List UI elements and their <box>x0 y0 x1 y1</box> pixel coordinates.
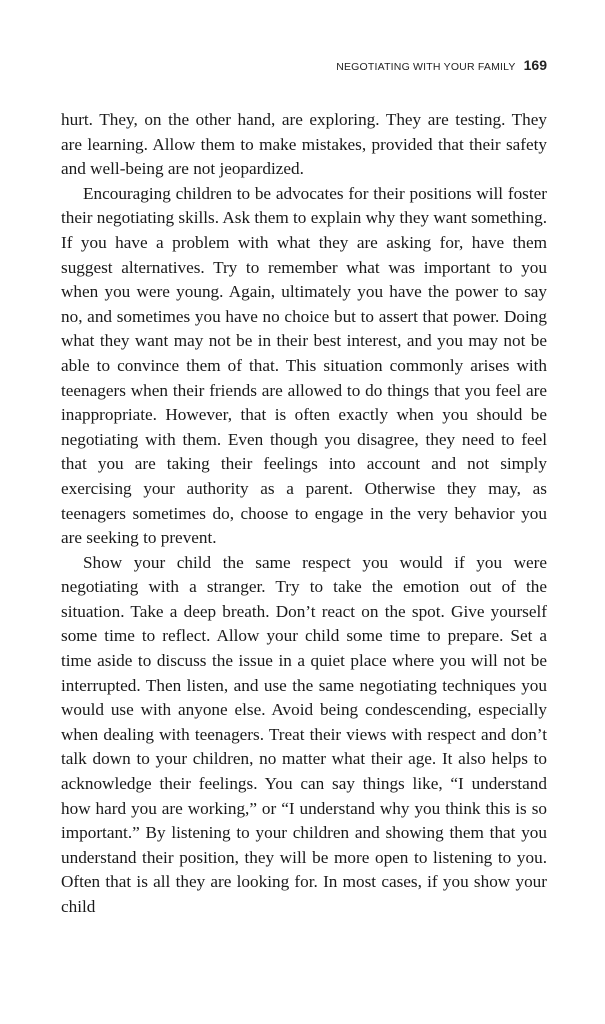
body-text <box>61 108 547 920</box>
chapter-title: NEGOTIATING WITH YOUR FAMILY <box>336 61 516 73</box>
paragraph-advocates: Encouraging children to be advocates for their positions will foster their negotiating skills. Ask them to explain why they want something. If you have a problem with what they are asking for, have them suggest alternatives. Try to remember what was important to you when you were young. Again, ultimately you have the power to say no, and sometimes you have no choice but to assert that power. Doing what they want may not be in their best interest, and you may not be able to convince them of that. This situation commonly arises with teenagers when their friends are allowed to do things that you feel are inappropriate. However, that is often exactly when you should be negotiating with them. Even though you disagree, they need to feel that you are taking their feelings into account and not simply exercising your authority as a parent. Otherwise they may, as teenagers sometimes do, choose to engage in the very behavior you are seeking to prevent. <box>61 183 547 548</box>
paragraph-continuation: hurt. They, on the other hand, are exploring. They are testing. They are learning. Allow them to make mistakes, provided that their safety and well-being are not jeopardized. <box>61 110 547 179</box>
page-number: 169 <box>523 57 547 73</box>
paragraph-respect: Show your child the same respect you would if you were negotiating with a stranger. Try to take the emotion out of the situation. Take a deep breath. Don’t react on the spot. Give yourself some time to reflect. Allow your child some time to prepare. Set a time aside to discuss the issue in a quiet place where you will not be interrupted. Then listen, and use the same negotiating techniques you would use with anyone else. Avoid being condescending, especially when dealing with teenagers. Treat their views with respect and don’t talk down to your children, no matter what their age. It also helps to acknowledge their feelings. You can say things like, “I understand how hard you are working,” or “I understand why you think this is so important.” By listening to your children and showing them that you understand their position, they will be more open to listening to you. Often that is all they are looking for. In most cases, if you show your child <box>61 552 547 916</box>
running-head <box>336 57 547 73</box>
